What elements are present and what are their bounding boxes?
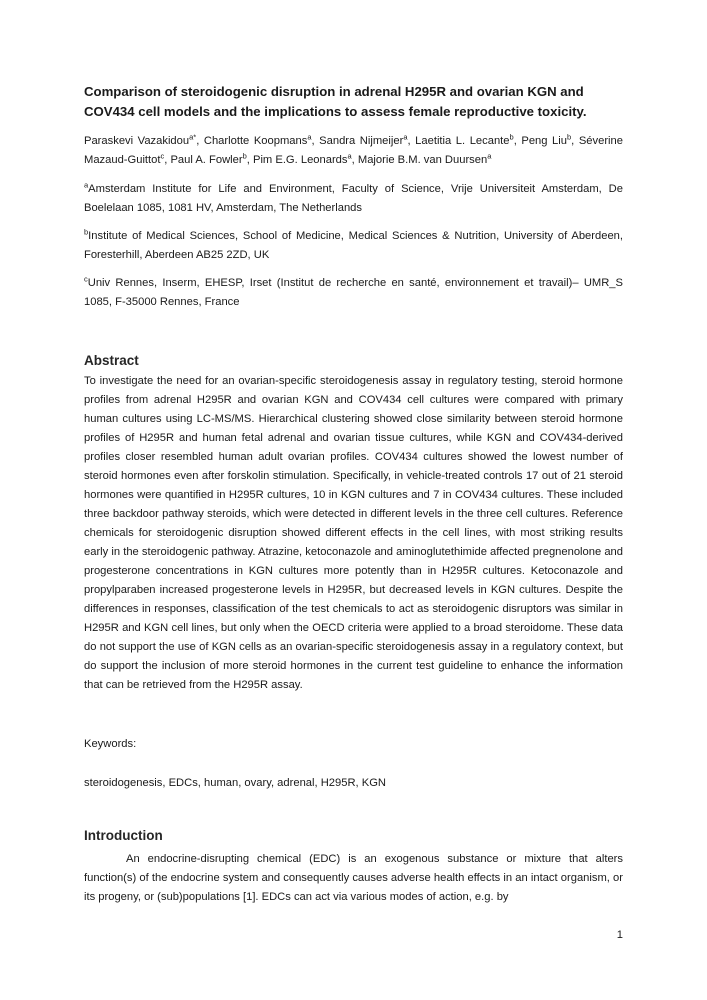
keywords-label: Keywords:: [84, 738, 137, 750]
author: Sandra Nijmeijer$^a$,: [319, 132, 416, 147]
author: Majorie B.M. van Duursen$^a$: [357, 151, 492, 166]
affiliation-c: $^c$Univ Rennes, Inserm, EHESP, Irset (Institut de recherche en santé, environnement et travail)– UMR_S 1085, F-35000 Rennes, France: [84, 274, 623, 308]
page-number: 1: [616, 929, 623, 941]
abstract-heading: Abstract: [84, 353, 139, 368]
affiliation-b: $^b$Institute of Medical Sciences, School of Medicine, Medical Sciences & Nutrition, University of Aberdeen, Foresterhill, Aberdeen AB25 2ZD, UK: [84, 227, 623, 261]
paper-title: Comparison of steroidogenic disruption in adrenal H295R and ovarian KGN and COV434 cell models and the implications to assess female reproductive toxicity.: [84, 84, 587, 119]
author: Paul A. Fowler$^b$,: [170, 151, 253, 166]
abstract-text: To investigate the need for an ovarian-specific steroidogenesis assay in regulatory testing, steroid hormone profiles from adrenal H295R and ovarian KGN and COV434 cell cultures were compared with primary human cultures using LC-MS/MS. Hierarchical clustering showed close similarity between steroid hormone profiles of H295R and human fetal adrenal and ovarian tissue cultures, while KGN and COV434-derived profiles closer resembled human adult ovarian profiles. COV434 cultures showed the lowest number of steroid hormones even after forskolin stimulation. Specifically, in vehicle-treated controls 17 out of 21 steroid hormones were quantified in H295R cultures, 10 in KGN cultures and 7 in COV434 cultures. These included three backdoor pathway steroids, which were detected in different levels in the three cell cultures. Reference chemicals for steroidogenic disruption showed different effects in the cell lines, with most striking results early in the steroidogenic pathway. Atrazine, ketoconazole and aminoglutethimide affected pregnenolone and progesterone concentrations in KGN cultures more potently than in H295R cultures. Ketoconazole and propylparaben increased progesterone levels in H295R, but decreased levels in KGN cultures. Despite the differences in responses, classification of the test chemicals to act as steroidogenic disruptors was similar in H295R and KGN cell lines, but only when the OECD criteria were applied to a broad steroidome. These data do not support the use of KGN cells as an ovarian-specific steroidogenesis assay in a regulatory context, but do support the inclusion of more steroid hormones in the current test guideline to enhance the information that can be retrieved from the H295R assay.: [84, 375, 623, 691]
introduction-heading: Introduction: [84, 828, 163, 843]
introduction-text: An endocrine-disrupting chemical (EDC) is an exogenous substance or mixture that alters function(s) of the endocrine system and consequently causes adverse health effects in an intact organism, or its progeny, or (sub)populations [1]. EDCs can act via various modes of action, e.g. by: [84, 853, 623, 903]
affiliation-a: $^a$Amsterdam Institute for Life and Environment, Faculty of Science, Vrije Universiteit Amsterdam, De Boelelaan 1085, 1081 HV, Amsterdam, The Netherlands: [84, 180, 623, 214]
author: Pim E.G. Leonards$^a$,: [252, 151, 358, 166]
author: Séverine Mazaud-Guittot$^c$,: [84, 135, 623, 166]
author: Paraskevi Vazakidou$^{a*}$,: [84, 132, 204, 147]
author: Peng Liu$^b$,: [521, 132, 579, 147]
keywords-text: steroidogenesis, EDCs, human, ovary, adrenal, H295R, KGN: [84, 777, 386, 789]
author: Charlotte Koopmans$^a$,: [203, 132, 320, 147]
author-list: [84, 132, 623, 170]
author: Laetitia L. Lecante$^b$,: [415, 132, 522, 147]
